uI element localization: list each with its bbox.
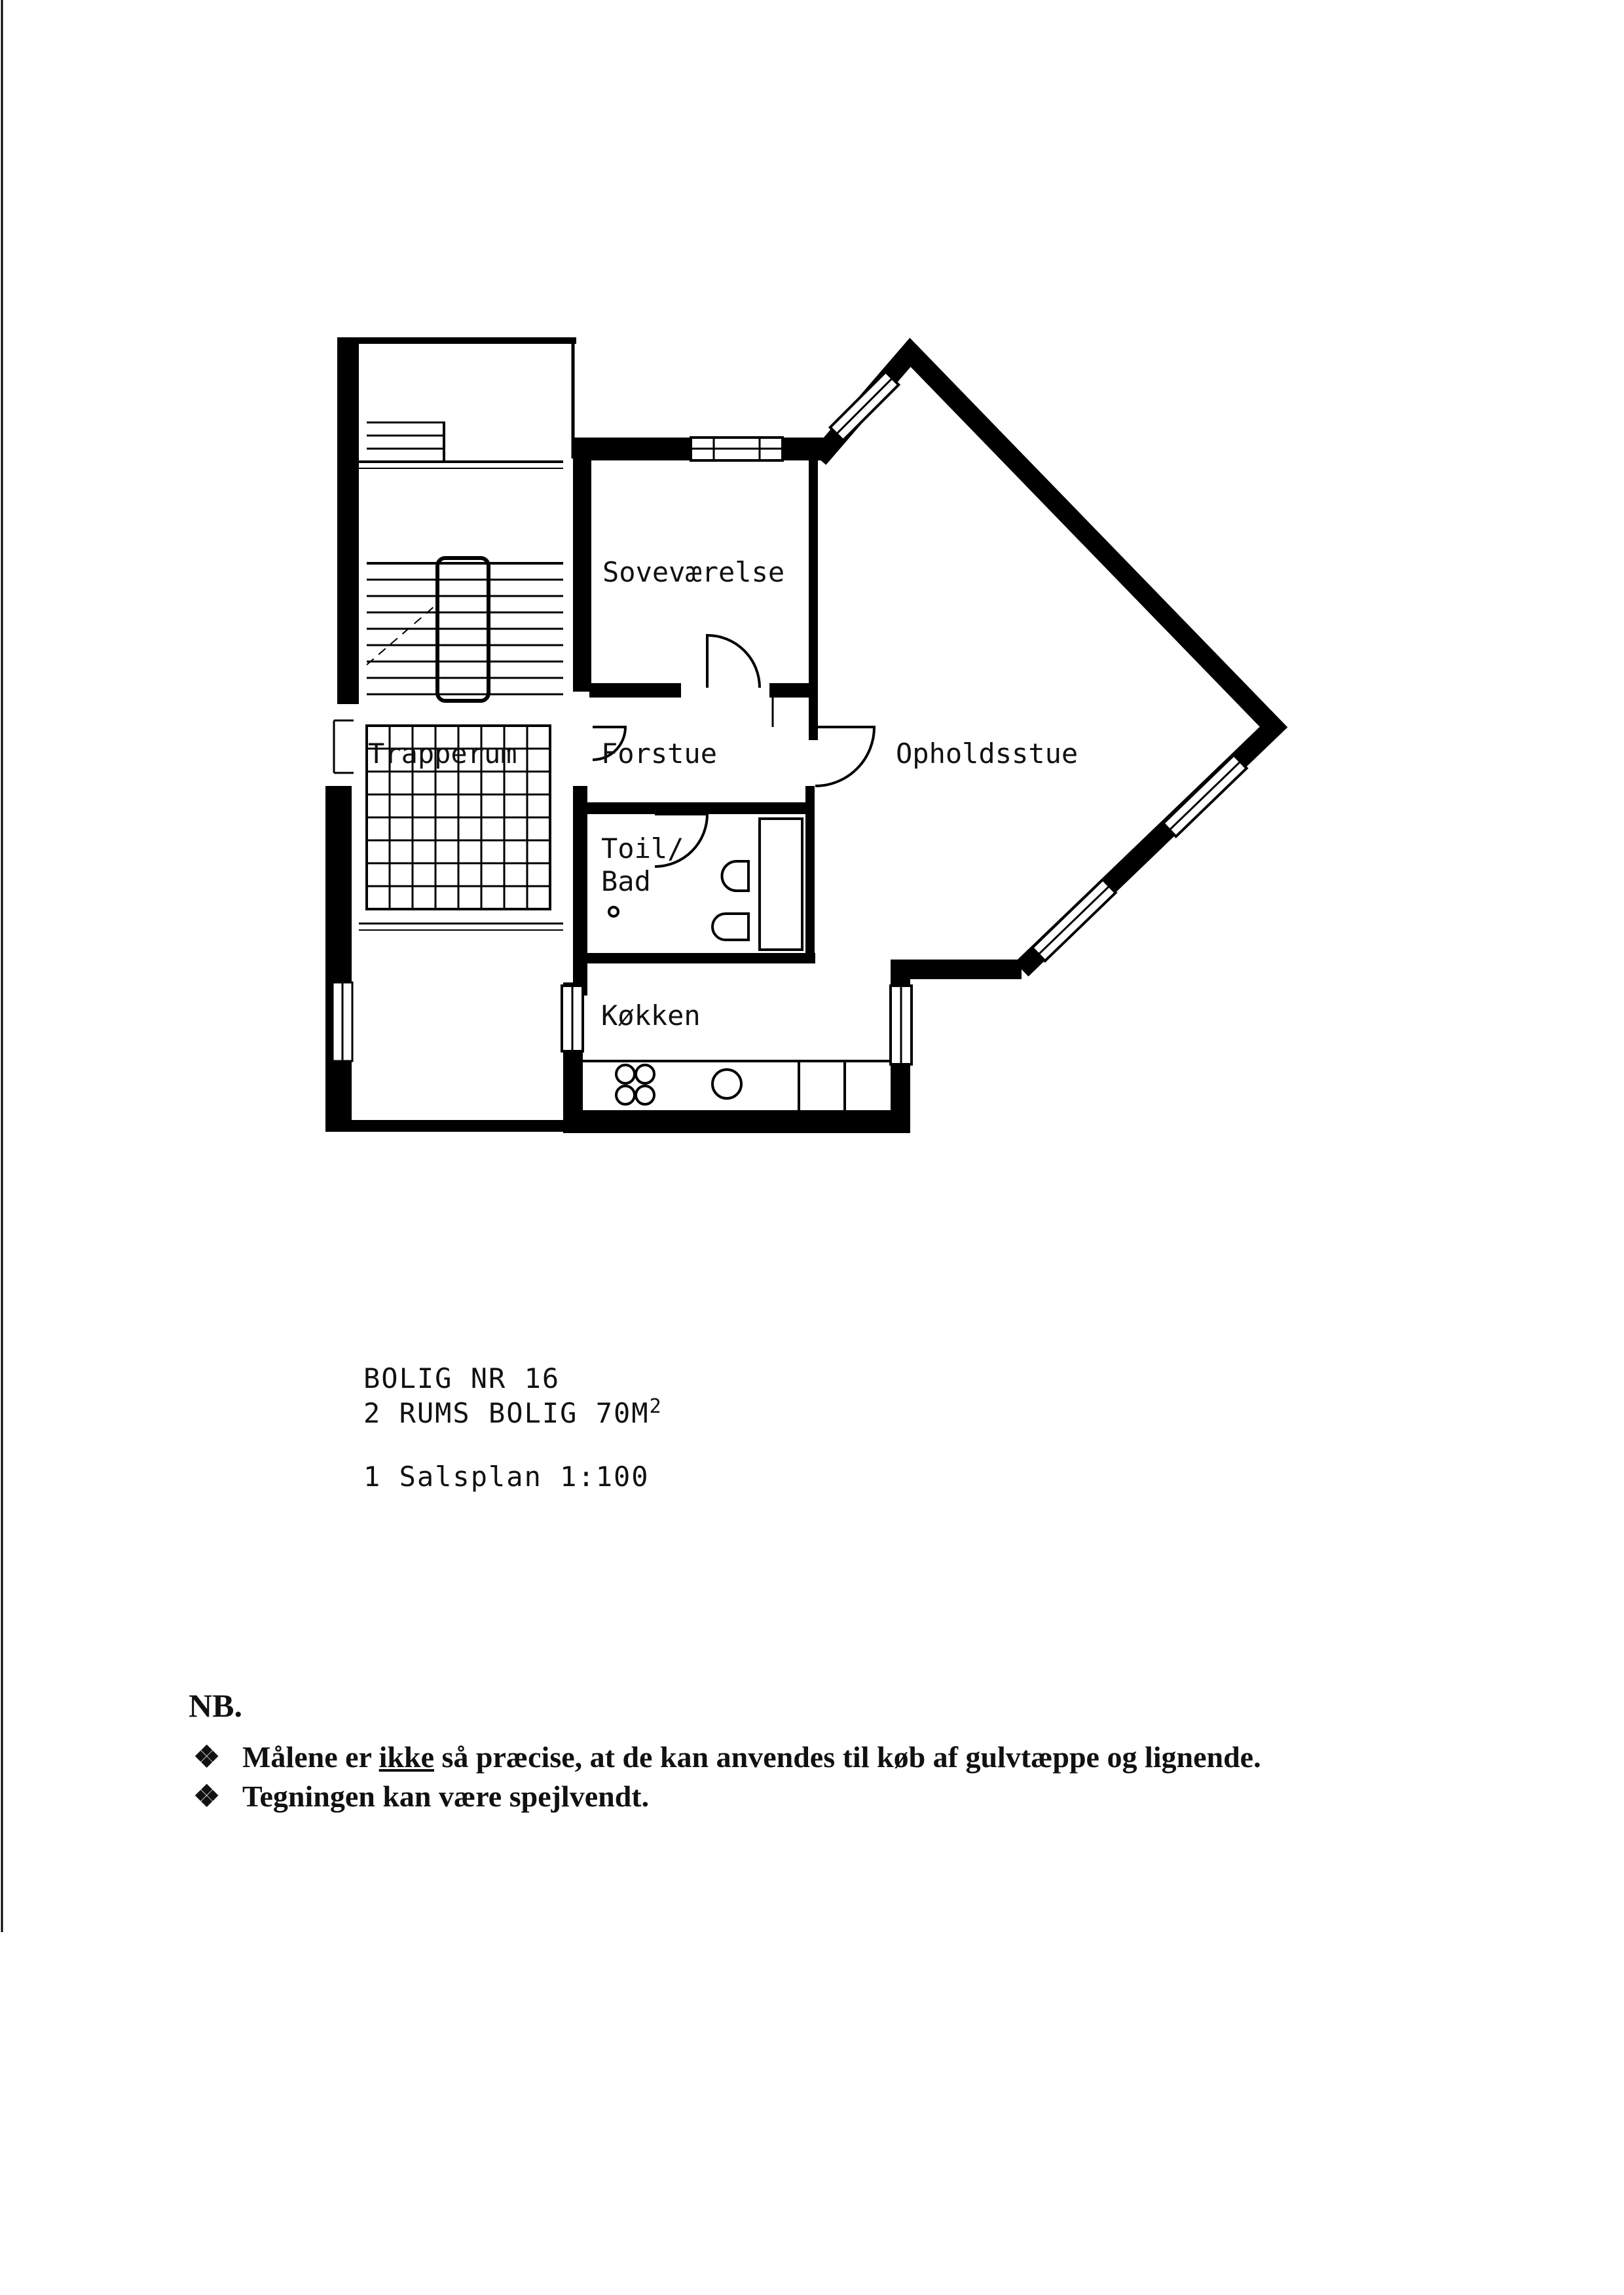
floor-drain-icon <box>609 907 618 916</box>
living-window-right-1 <box>1163 755 1246 836</box>
note-item-1 <box>193 1739 1261 1774</box>
room-label-bath-1: Toil/ <box>601 832 684 865</box>
caption-line-2 <box>363 1395 663 1429</box>
room-label-bedroom: Soveværelse <box>602 556 785 588</box>
kitchen-bottom-wall <box>563 1110 910 1133</box>
room-label-hall: Forstue <box>601 737 718 770</box>
caption-line-3: 1 Salsplan 1:100 <box>363 1461 650 1493</box>
kitchen-sink-icon <box>712 1070 741 1098</box>
room-label-stairwell: Trapperum <box>368 737 517 770</box>
note-bullet-icon: ❖ <box>193 1780 221 1813</box>
bedroom-door <box>707 635 760 688</box>
room-label-kitchen: Køkken <box>601 999 701 1032</box>
living-window-top <box>830 372 899 441</box>
caption-line-2-sup: 2 <box>649 1395 663 1418</box>
hall-left-wall <box>573 786 587 996</box>
note-1-before: Målene er <box>242 1740 379 1774</box>
caption-line-2-text: 2 RUMS BOLIG 70M <box>363 1397 650 1429</box>
living-window-right-2 <box>1032 880 1115 961</box>
room-label-bath-2: Bad <box>601 865 651 897</box>
living-room-walls <box>819 352 1274 969</box>
living-outer-wall <box>819 352 1274 969</box>
bedroom-bottom-wall-right <box>769 683 815 698</box>
room-label-living: Opholdsstue <box>896 737 1079 770</box>
note-item-2 <box>193 1778 649 1814</box>
toilet-icon <box>722 861 749 891</box>
sink-icon <box>712 914 748 940</box>
bathtub <box>760 819 802 950</box>
stove-icon <box>616 1065 654 1104</box>
stair-left-wall-upper <box>337 337 359 704</box>
bedroom-bottom-wall-left <box>589 683 681 698</box>
bath-right-wall <box>805 786 815 963</box>
living-door <box>815 727 874 786</box>
stair-left-wall-lower <box>325 786 352 1130</box>
note-1-underlined: ikke <box>378 1740 434 1774</box>
living-bottom-wall <box>891 960 1022 979</box>
caption-line-1: BOLIG NR 16 <box>363 1362 561 1394</box>
kitchen-counter <box>583 1061 891 1110</box>
bath-bottom-wall <box>573 953 815 963</box>
stair-bottom-wall <box>325 1120 564 1132</box>
note-2-text: Tegningen kan være spejlvendt. <box>242 1780 650 1813</box>
bedroom-right-wall <box>809 452 818 740</box>
stairwell-block <box>325 337 576 1132</box>
note-bullet-icon: ❖ <box>193 1740 221 1774</box>
note-1-after: så præcise, at de kan anvendes til køb af gulvtæppe og lignende. <box>434 1740 1261 1774</box>
notes-title: NB. <box>189 1687 242 1724</box>
bedroom-left-wall <box>573 438 591 692</box>
bath-top-wall <box>586 802 809 814</box>
stair-top-wall <box>337 337 576 344</box>
